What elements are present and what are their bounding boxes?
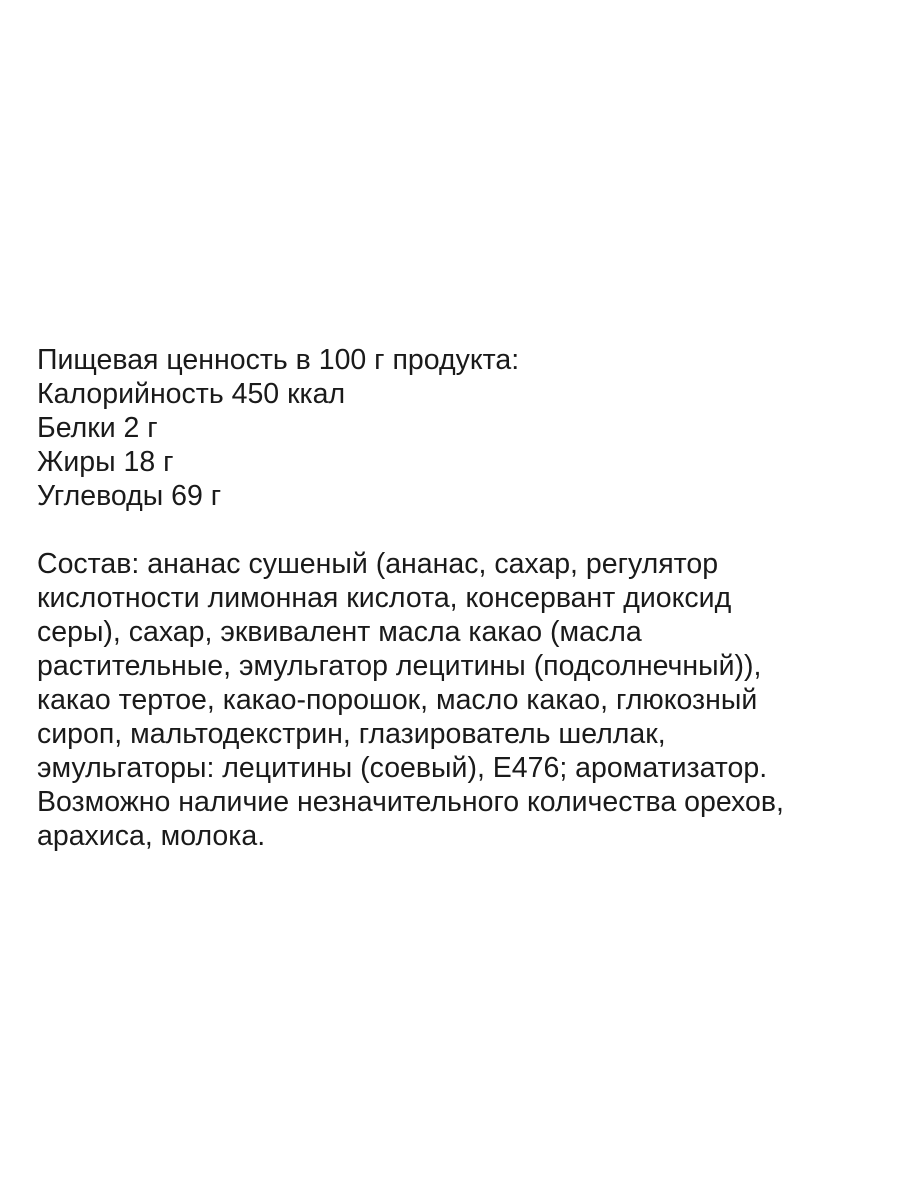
nutrition-facts xyxy=(37,343,877,513)
composition-line: арахиса, молока. xyxy=(37,820,266,852)
paragraph-spacer xyxy=(37,513,877,547)
calories-line: Калорийность 450 ккал xyxy=(37,378,346,410)
fat-line: Жиры 18 г xyxy=(37,446,174,478)
carbs-line: Углеводы 69 г xyxy=(37,480,222,512)
composition-line: эмульгаторы: лецитины (соевый), Е476; ароматизатор. xyxy=(37,752,768,784)
composition-line: серы), сахар, эквивалент масла какао (масла xyxy=(37,616,642,648)
composition-line: какао тертое, какао-порошок, масло какао, глюкозный xyxy=(37,684,758,716)
protein-line: Белки 2 г xyxy=(37,412,158,444)
composition-line: растительные, эмульгатор лецитины (подсолнечный)), xyxy=(37,650,762,682)
nutrition-heading: Пищевая ценность в 100 г продукта: xyxy=(37,344,520,376)
composition-line: Состав: ананас сушеный (ананас, сахар, регулятор xyxy=(37,548,719,580)
composition-text xyxy=(37,547,877,853)
composition-line: сироп, мальтодекстрин, глазирователь шеллак, xyxy=(37,718,666,750)
product-info-document xyxy=(37,343,877,853)
composition-line: кислотности лимонная кислота, консервант диоксид xyxy=(37,582,732,614)
composition-line: Возможно наличие незначительного количества орехов, xyxy=(37,786,784,818)
